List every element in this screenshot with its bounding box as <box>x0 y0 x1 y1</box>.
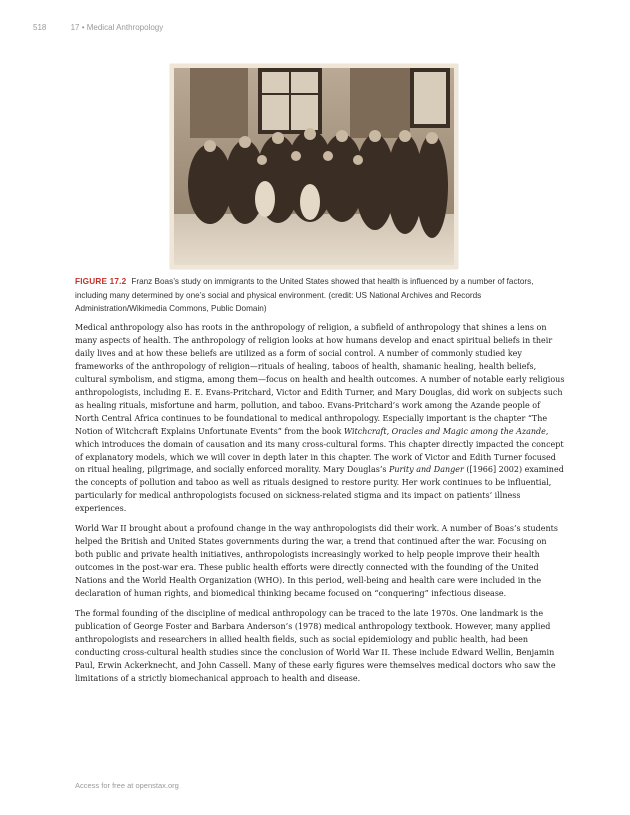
chapter-title: 17 • Medical Anthropology <box>70 23 164 32</box>
paragraph-1-part-a: Medical anthropology also has roots in the anthropology of religion, a subfield of anthropology that shines a lens on many aspects of health. The anthropology of religion looks at how humans develop and enact spiritual beliefs in their daily lives and at how these beliefs are utilized as a form of social control. A number of commonly studied key frameworks of the anthropology of religion—rituals of healing, taboos of health, shamanic healing, health beliefs, cultural symbolism, and stigma, among them—focus on health and health outcomes. A number of notable early religious anthropologists, including E. E. Evans-Pritchard, Victor and Edith Turner, and Mary Douglas, did work on subjects such as healing rituals, misfortune and harm, pollution, and taboo. Evans-Pritchard’s work among the Azande people of North Central Africa continues to be foundational to medical anthropology. Especially important is the chapter “The Notion of Witchcraft Explains Unfortunate Events” from the book <box>75 323 565 436</box>
article-body <box>75 322 565 693</box>
figure-caption <box>75 275 563 316</box>
footer-link[interactable]: Access for free at openstax.org <box>75 781 179 790</box>
book-title-purity-and-danger: Purity and Danger <box>389 465 464 475</box>
figure-caption-text: Franz Boas’s study on immigrants to the United States showed that health is influenced by a number of factors, including many determined by one’s social and physical environment. (credit: US National Archives and Records Administration/Wikimedia Commons, Public Domain) <box>75 277 534 313</box>
paragraph-world-war-ii: World War II brought about a profound change in the way anthropologists did their work. A number of Boas’s students helped the British and United States governments during the war, a trend that continued after the war. Focusing on both public and private health initiatives, anthropologists increasingly worked to help people improve their health outcomes in the post-war era. These public health efforts were directly connected with the founding of the United Nations and the World Health Organization (WHO). In this period, well-being and health care were included in the declaration of human rights, and biomedical thinking became focused on “conquering” infectious disease. <box>75 524 558 599</box>
paragraph-1-part-c: ([1966] 2002) examined the concepts of pollution and taboo as well as rituals designed to restore purity. Her work continues to be influential, particularly for medical anthropologists focused on sickness-related stigma and its impact on patients’ illness experiences. <box>75 465 564 514</box>
photo-illustration <box>170 64 458 269</box>
historical-group-photo <box>170 64 458 269</box>
page-number: 518 <box>33 23 47 32</box>
running-header <box>33 23 163 32</box>
figure-label: FIGURE 17.2 <box>75 277 127 286</box>
paragraph-formal-founding: The formal founding of the discipline of medical anthropology can be traced to the late 1970s. One landmark is the publication of George Foster and Barbara Anderson’s (1978) medical anthropology textbook. However, many applied anthropologists and researchers in allied health fields, such as social epidemiology and public health, had been conducting cross-cultural health studies since the conclusion of World War II. These include Edward Wellin, Benjamin Paul, Erwin Ackerknecht, and John Cassell. Many of these early figures were themselves medical doctors who saw the limitations of a strictly biomechanical approach to health and disease. <box>75 609 556 683</box>
paragraph-anthropology-of-religion <box>75 322 565 516</box>
paragraph-1-part-b: , which introduces the domain of causation and its many cross-cultural forms. This chapter directly impacted the concept of explanatory models, which we will cover in depth later in this chapter. The work of Victor and Edith Turner focused on ritual healing, pilgrimage, and socially enforced morality. Mary Douglas’s <box>75 426 564 475</box>
book-title-witchcraft: Witchcraft, Oracles and Magic among the Azande <box>343 426 546 436</box>
